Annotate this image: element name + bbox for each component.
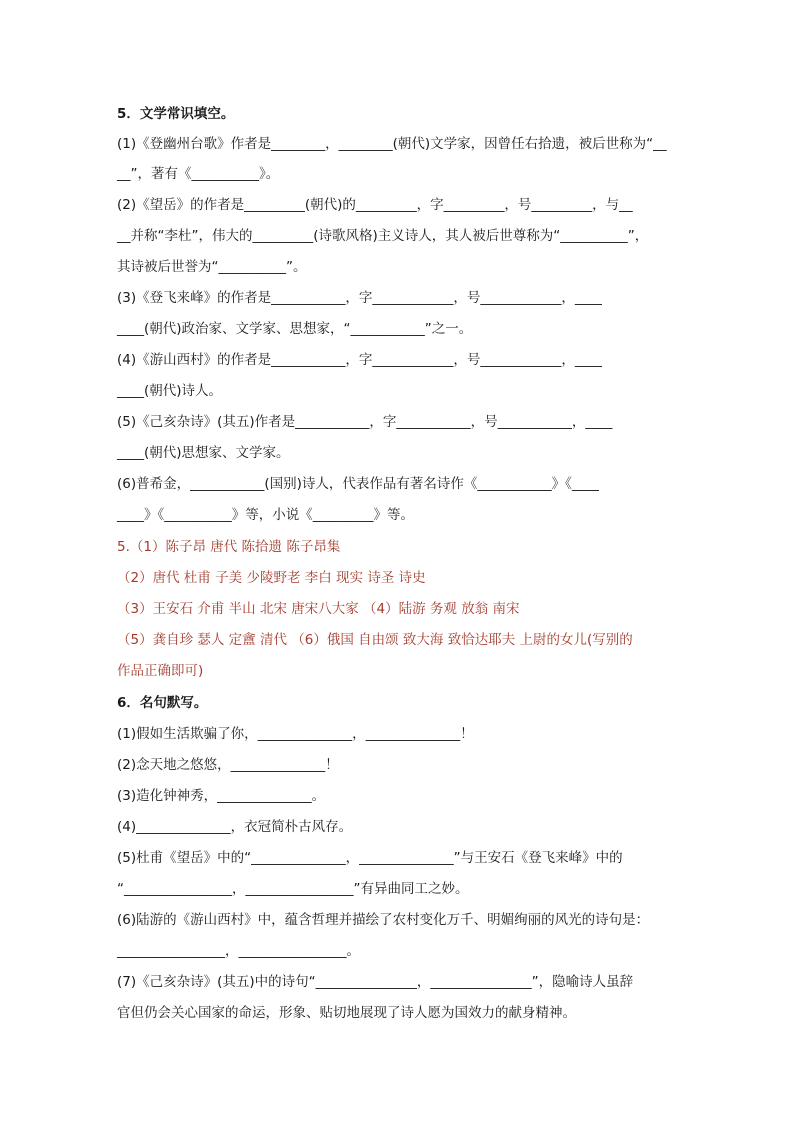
section5-line-11: ____(朝代)思想家、文学家。	[117, 445, 290, 461]
section6-line-4: (4)______________，衣冠简朴古风存。	[117, 819, 353, 835]
section5-line-10: (5)《己亥杂诗》(其五)作者是___________，字___________，号___________，____	[117, 414, 613, 430]
section6-line-7: (6)陆游的《游山西村》中，蕴含哲理并描绘了农村变化万千、明媚绚丽的风光的诗句是：	[117, 912, 650, 928]
section6-line-6: “________________，________________”有异曲同工之妙。	[117, 881, 469, 897]
section5-line-9: ____(朝代)诗人。	[117, 383, 223, 399]
section6-line-9: (7)《己亥杂诗》(其五)中的诗句“_______________，_______________”，隐喻诗人虽辞	[117, 974, 634, 990]
section6-line-5: (5)杜甫《望岳》中的“______________，______________”与王安石《登飞来峰》中的	[117, 850, 623, 866]
section5-line-13: ____》《__________》等，小说《_________》等。	[117, 507, 414, 523]
section6-line-8: ________________，________________。	[117, 943, 360, 959]
section6-line-2: (2)念天地之悠悠，______________！	[117, 757, 339, 773]
section6-line-1: (1)假如生活欺骗了你，______________，______________！	[117, 726, 474, 742]
section5-heading: 5．文学常识填空。	[117, 106, 235, 122]
section5-answer-3: （3）王安石 介甫 半山 北宋 唐宋八大家 （4）陆游 务观 放翁 南宋	[117, 601, 520, 617]
section5-answer-5: 作品正确即可)	[117, 663, 204, 679]
section5-line-7: ____(朝代)政治家、文学家、思想家，“___________”之一。	[117, 321, 473, 337]
section5-answer-4: （5）龚自珍 瑟人 定盦 清代 （6）俄国 自由颂 致大海 致恰达耶夫 上尉的女儿(写别的	[117, 632, 633, 648]
section5-line-2: __”，著有《__________》。	[117, 166, 280, 182]
section5-line-6: (3)《登飞来峰》的作者是___________，字____________，号____________，____	[117, 290, 602, 306]
section5-line-5: 其诗被后世誉为“__________”。	[117, 259, 307, 275]
section5-line-1: (1)《登幽州台歌》作者是________，________(朝代)文学家，因曾任右拾遗，被后世称为“__	[117, 136, 667, 152]
section5-line-4: __并称“李杜”，伟大的_________(诗歌风格)主义诗人，其人被后世尊称为“__________”，	[117, 228, 649, 244]
section6-heading: 6．名句默写。	[117, 695, 208, 711]
section5-line-8: (4)《游山西村》的作者是___________，字____________，号____________，____	[117, 352, 602, 368]
section6-line-10: 官但仍会关心国家的命运，形象、贴切地展现了诗人愿为国效力的献身精神。	[117, 1005, 576, 1021]
section5-line-12: (6)普希金，___________(国别)诗人，代表作品有著名诗作《___________》《____	[117, 476, 599, 492]
section6-line-3: (3)造化钟神秀，______________。	[117, 788, 326, 804]
section5-answer-2: （2）唐代 杜甫 子美 少陵野老 李白 现实 诗圣 诗史	[117, 570, 426, 586]
section5-line-3: (2)《望岳》的作者是_________(朝代)的_________，字_________，号_________，与__	[117, 197, 633, 213]
section5-answer-1: 5.（1）陈子昂 唐代 陈拾遗 陈子昂集	[117, 539, 341, 555]
